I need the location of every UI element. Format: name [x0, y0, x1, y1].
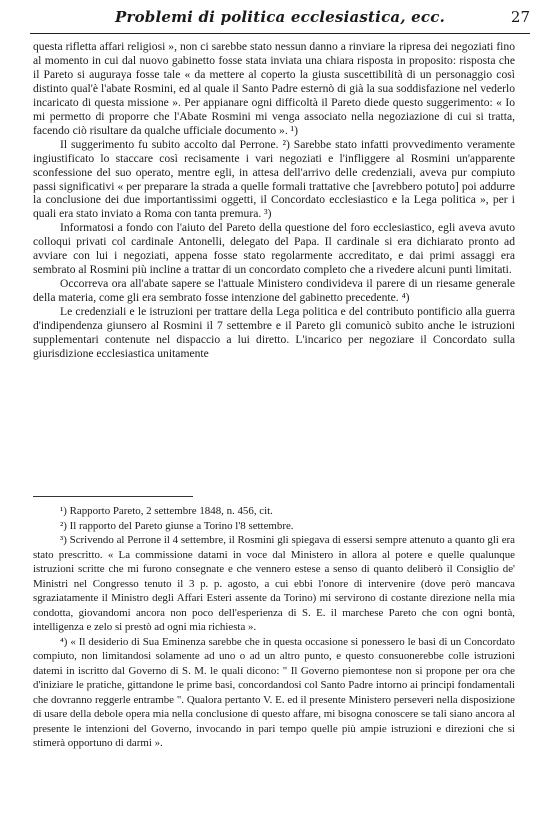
header-rule — [30, 33, 530, 34]
page-header — [30, 8, 530, 30]
paragraph: questa rifletta affari religiosi », non ci sarebbe stato nessun danno a rinviare la ripresa dei negoziati fino al momento in cui dal nuovo gabinetto fosse stata inviata una chiara risposta in proposito: risposta che il Pareto si auguraya fosse tale « da mettere al coperto la giusta suscettibilità di un personaggio così distinto qual'è l'abate Rosmini, ed al quale il Santo Padre esternò di già la sua soddisfazione nel vederlo incaricato di questa missione ». Per appianare ogni difficoltà il Pareto diede questo suggerimento: « Io mi permetto di proporre che l'Abate Rosmini mi venga associato nella negoziazione di cui si tratta, facendo ciò risultare da qualche ufficiale documento ». ¹) — [33, 40, 515, 137]
footnote: ⁴) « Il desiderio di Sua Eminenza sarebbe che in questa occasione si ponessero le basi di un Concordato compiuto, non limitandosi solamente ad uno o ad un altro punto, e questo consuonerebbe colle istruzioni datemi in iscritto dal Governo di S. M. le quali dicono: " Il Governo piemontese non si propone per ora che d'iniziare le pratiche, gittandone le prime basi, concordandosi col Santo Padre intorno ai principi fondamentali che dovranno reggerle entrambe ". Qualora pertanto V. E. ed il presente Ministero perseveri nella disposizione di usare della debole opera mia nella conclusione di questo affare, mi bisogna conoscere se tali siano ancora al presente le intenzioni del Governo, invocando in pari tempo quelle più ampie istruzioni e direzioni che si stimerà opportuno di darmi ». — [33, 635, 515, 749]
paragraph: Informatosi a fondo con l'aiuto del Pareto della questione del foro ecclesiastico, egli aveva avuto colloqui privati col cardinale Antonelli, delegato del Papa. Il cardinale si era dichiarato pronto ad avviare con lui i negoziati, appena fosse stato regolarmente accreditato, e dai primi assaggi era sembrato al Rosmini più incline a trattar di un concordato completo che a rivedere alcuni punti limitati. — [33, 221, 515, 277]
footnote: ¹) Rapporto Pareto, 2 settembre 1848, n. 456, cit. — [60, 505, 273, 517]
footnote: ²) Il rapporto del Pareto giunse a Torino l'8 settembre. — [60, 519, 294, 532]
footnote: ³) Scrivendo al Perrone il 4 settembre, il Rosmini gli spiegava di essersi sempre attenuto a quanto gli era stato prescritto. « La commissione datami in voce dal Ministero in allora al potere e quelle qualunque istruzioni scritte che mi furono consegnate e che vennero estese a senso di quanto deliberò il Consiglio de' Ministri nel Congresso tenuto il 3 p. p. agosto, a cui ebbi l'onore di intervenire (dove però mancava sgraziatamente il Ministro degli Affari Esteri assente da Torino) mi servirono di costante direzione nella mia condotta, giovandomi ancora non poco dell'esperienza di S. E. il marchese Pareto che con ogni bontà, intelligenza e zelo si prestò ad ogni mia richiesta ». — [33, 534, 515, 633]
paragraph: Il suggerimento fu subito accolto dal Perrone. ²) Sarebbe stato infatti provvedimento veramente ingiustificato lo staccare così recisamente i vari negoziati e l'infliggere al Rosmini un'apparente sconfessione del suo operato, mentre egli, in attesa dell'arrivo delle credenziali, aveva pur compiuto passi significativi « per preparare la strada a quelle formali trattative che [avrebbero potuto] poi addurre la conclusione dei due importantissimi oggetti, il Concordato ecclesiastico e la Lega politica », per i quali era stato inviato a Roma con tanta premura. ³) — [33, 137, 515, 221]
footnote-separator — [33, 496, 193, 497]
paragraph: Le credenziali e le istruzioni per trattare della Lega politica e del contributo pontificio alla guerra d'indipendenza giunsero al Rosmini il 7 settembre e il Pareto gli comunicò subito anche le istruzioni supplementari contenute nel dispaccio a lui diretto. L'incarico per negoziare il Concordato sulla giurisdizione ecclesiastica unitamente — [33, 305, 515, 360]
page-number: 27 — [510, 8, 530, 26]
running-title: Problemi di politica ecclesiastica, ecc. — [114, 8, 446, 26]
body-text — [33, 40, 515, 361]
footnotes — [33, 504, 515, 751]
paragraph: Occorreva ora all'abate sapere se l'attuale Ministero condivideva il parere di un riesame generale della materia, come gli era sembrato fosse intenzione del gabinetto precedente. ⁴) — [33, 277, 515, 305]
